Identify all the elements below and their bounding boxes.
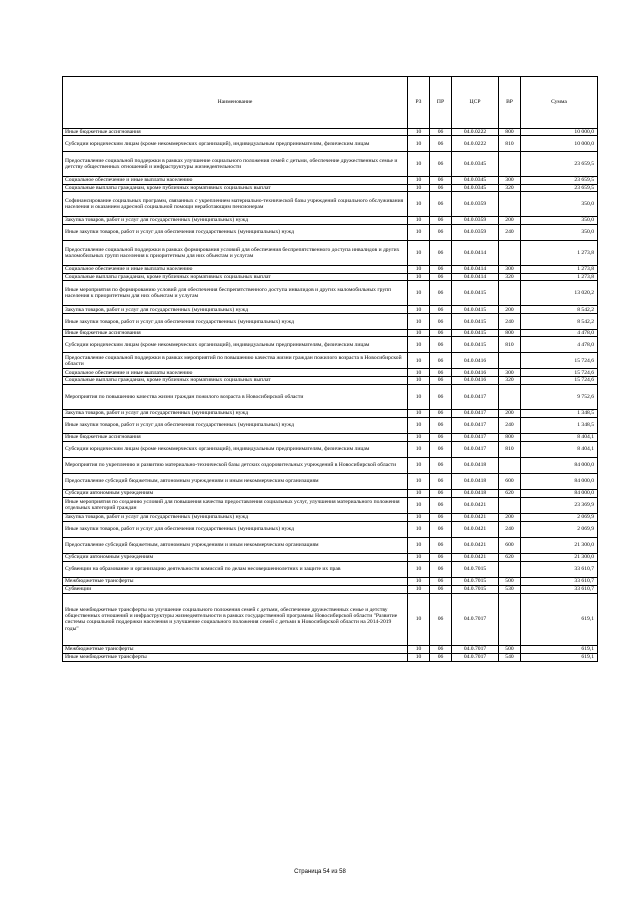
cell-name: Иные закупки товаров, работ и услуг для обеспечения государственных (муниципальных) нужд (63, 314, 408, 330)
header-rz: РЗ (408, 77, 430, 129)
cell-pr: 06 (430, 377, 452, 384)
cell-vr: 300 (499, 369, 521, 377)
table-row (63, 441, 598, 457)
cell-name: Иные закупки товаров, работ и услуг для обеспечения государственных (муниципальных) нужд (63, 521, 408, 537)
cell-pr: 06 (430, 265, 452, 273)
cell-vr: 240 (499, 521, 521, 537)
cell-sum: 15 724,6 (521, 353, 598, 369)
cell-csr: 04.0.7015 (452, 577, 499, 585)
cell-rz: 10 (408, 473, 430, 489)
cell-sum: 2 069,9 (521, 521, 598, 537)
cell-sum: 350,0 (521, 216, 598, 224)
cell-name: Субсидии юридическим лицам (кроме некоммерческих организаций), индивидуальным предпринимателям, физическим лицам (63, 337, 408, 353)
cell-rz: 10 (408, 314, 430, 330)
cell-name: Субсидии автономным учреждениям (63, 489, 408, 497)
cell-sum: 350,0 (521, 224, 598, 240)
cell-name: Предоставление субсидий бюджетным, автономным учреждениям и иным некоммерческим организациям (63, 537, 408, 553)
cell-pr: 06 (430, 441, 452, 457)
table-row (63, 409, 598, 417)
cell-pr: 06 (430, 136, 452, 152)
cell-sum: 21 300,0 (521, 537, 598, 553)
table-row (63, 330, 598, 337)
header-csr: ЦСР (452, 77, 499, 129)
cell-csr: 04.0.0417 (452, 441, 499, 457)
table-row (63, 129, 598, 136)
cell-rz: 10 (408, 521, 430, 537)
table-row (63, 593, 598, 645)
header-pr: ПР (430, 77, 452, 129)
cell-name: Предоставление социальной поддержки в рамках мероприятий по повышению качества жизни граждан пожилого возраста в Новосибирской области (63, 353, 408, 369)
cell-sum: 33 610,7 (521, 561, 598, 577)
table-row (63, 585, 598, 593)
cell-vr (499, 353, 521, 369)
cell-name: Субсидии юридическим лицам (кроме некоммерческих организаций), индивидуальным предпринимателям, физическим лицам (63, 136, 408, 152)
cell-rz: 10 (408, 561, 430, 577)
cell-csr: 04.0.0417 (452, 433, 499, 441)
cell-sum: 4 478,0 (521, 337, 598, 353)
cell-csr: 04.0.0345 (452, 152, 499, 177)
cell-rz: 10 (408, 441, 430, 457)
cell-rz: 10 (408, 129, 430, 136)
cell-sum: 1 273,8 (521, 273, 598, 280)
cell-sum: 10 000,0 (521, 136, 598, 152)
cell-pr: 06 (430, 513, 452, 521)
cell-sum: 23 659,5 (521, 177, 598, 184)
table-row (63, 521, 598, 537)
cell-name: Социальное обеспечение и иные выплаты населению (63, 177, 408, 184)
cell-pr: 06 (430, 129, 452, 136)
cell-csr: 04.0.0421 (452, 513, 499, 521)
cell-vr: 500 (499, 645, 521, 653)
budget-table (62, 76, 598, 662)
cell-vr: 800 (499, 330, 521, 337)
cell-csr: 04.0.0415 (452, 281, 499, 306)
table-row (63, 577, 598, 585)
cell-sum: 2 069,9 (521, 513, 598, 521)
cell-pr: 06 (430, 433, 452, 441)
cell-vr (499, 497, 521, 513)
cell-name: Социальные выплаты гражданам, кроме публичных нормативных социальных выплат (63, 184, 408, 191)
cell-sum: 84 000,0 (521, 473, 598, 489)
cell-name: Межбюджетные трансферты (63, 577, 408, 585)
cell-vr: 240 (499, 224, 521, 240)
cell-pr: 06 (430, 152, 452, 177)
cell-pr: 06 (430, 489, 452, 497)
cell-vr: 320 (499, 273, 521, 280)
cell-rz: 10 (408, 353, 430, 369)
cell-name: Предоставление социальной поддержки в рамках формирования условий для обеспечения беспрепятственного доступа инвалидов и других маломобильных групп населения к приоритетным для них объектам и услугам (63, 240, 408, 265)
cell-vr: 320 (499, 184, 521, 191)
cell-vr: 200 (499, 513, 521, 521)
cell-name: Иные межбюджетные трансферты на улучшение социального положения семей с детьми, обеспечение дружественных семье и детству общественных отношений и инфраструктуры жизнедеятельности в рамках государственной программы Новосибирской области "Развитие системы социальной поддержки населения и улучшение социального положения семей с детьми в Новосибирской области на 2014-2019 годы" (63, 593, 408, 645)
cell-pr: 06 (430, 409, 452, 417)
cell-rz: 10 (408, 177, 430, 184)
table-row (63, 384, 598, 409)
cell-csr: 04.0.0416 (452, 353, 499, 369)
cell-csr: 04.0.0415 (452, 330, 499, 337)
cell-vr: 800 (499, 129, 521, 136)
table-row (63, 417, 598, 433)
cell-vr: 300 (499, 177, 521, 184)
cell-rz: 10 (408, 409, 430, 417)
cell-pr: 06 (430, 537, 452, 553)
cell-pr: 06 (430, 384, 452, 409)
cell-sum: 1 273,8 (521, 265, 598, 273)
cell-name: Софинансирование социальных программ, связанных с укреплением материально-технической базы учреждений социального обслуживания населения и оказанием адресной социальной помощи неработающим пенсионерам (63, 191, 408, 216)
table-row (63, 433, 598, 441)
table-row (63, 337, 598, 353)
cell-sum: 8 404,1 (521, 441, 598, 457)
cell-pr: 06 (430, 521, 452, 537)
cell-rz: 10 (408, 240, 430, 265)
cell-sum: 4 478,0 (521, 330, 598, 337)
cell-pr: 06 (430, 184, 452, 191)
cell-rz: 10 (408, 273, 430, 280)
table-row (63, 240, 598, 265)
cell-pr: 06 (430, 561, 452, 577)
cell-sum: 23 369,9 (521, 497, 598, 513)
cell-vr: 200 (499, 306, 521, 314)
table-row (63, 497, 598, 513)
cell-pr: 06 (430, 191, 452, 216)
cell-name: Предоставление социальной поддержки в рамках улучшение социального положения семей с детьми, обеспечение дружественных семье и детству общественных отношений и инфраструктуры жизнедеятельности (63, 152, 408, 177)
cell-rz: 10 (408, 433, 430, 441)
cell-pr: 06 (430, 645, 452, 653)
table-row (63, 537, 598, 553)
cell-name: Социальное обеспечение и иные выплаты населению (63, 265, 408, 273)
table-row (63, 489, 598, 497)
header-sum: Сумма (521, 77, 598, 129)
cell-name: Мероприятия по укреплению и развитию материально-технической базы детских оздоровительных учреждений в Новосибирской области (63, 457, 408, 473)
cell-vr: 200 (499, 216, 521, 224)
cell-name: Иные бюджетные ассигнования (63, 433, 408, 441)
cell-pr: 06 (430, 273, 452, 280)
table-row (63, 553, 598, 561)
cell-rz: 10 (408, 306, 430, 314)
cell-pr: 06 (430, 553, 452, 561)
cell-csr: 04.0.0414 (452, 240, 499, 265)
cell-name: Мероприятия по повышению качества жизни граждан пожилого возраста в Новосибирской области (63, 384, 408, 409)
cell-name: Предоставление субсидий бюджетным, автономным учреждениям и иным некоммерческим организациям (63, 473, 408, 489)
cell-pr: 06 (430, 337, 452, 353)
cell-vr: 300 (499, 265, 521, 273)
cell-sum: 9 752,6 (521, 384, 598, 409)
cell-name: Иные закупки товаров, работ и услуг для обеспечения государственных (муниципальных) нужд (63, 417, 408, 433)
cell-pr: 06 (430, 216, 452, 224)
table-row (63, 513, 598, 521)
cell-sum: 84 000,0 (521, 489, 598, 497)
cell-rz: 10 (408, 224, 430, 240)
cell-name: Субсидии юридическим лицам (кроме некоммерческих организаций), индивидуальным предпринимателям, физическим лицам (63, 441, 408, 457)
cell-pr: 06 (430, 314, 452, 330)
cell-vr: 240 (499, 314, 521, 330)
cell-vr: 810 (499, 136, 521, 152)
cell-csr: 04.0.0359 (452, 224, 499, 240)
cell-rz: 10 (408, 191, 430, 216)
table-row (63, 353, 598, 369)
cell-sum: 84 000,0 (521, 457, 598, 473)
cell-rz: 10 (408, 216, 430, 224)
cell-sum: 23 659,5 (521, 184, 598, 191)
cell-rz: 10 (408, 281, 430, 306)
cell-csr: 04.0.0417 (452, 409, 499, 417)
cell-sum: 619,1 (521, 645, 598, 653)
cell-name: Субсидии автономным учреждениям (63, 553, 408, 561)
cell-pr: 06 (430, 240, 452, 265)
table-row (63, 653, 598, 661)
table-row (63, 281, 598, 306)
cell-sum: 8 404,1 (521, 433, 598, 441)
cell-rz: 10 (408, 593, 430, 645)
cell-rz: 10 (408, 585, 430, 593)
cell-csr: 04.0.0421 (452, 521, 499, 537)
cell-csr: 04.0.7017 (452, 593, 499, 645)
cell-csr: 04.0.0345 (452, 184, 499, 191)
cell-pr: 06 (430, 473, 452, 489)
table-row (63, 645, 598, 653)
cell-pr: 06 (430, 177, 452, 184)
cell-vr: 800 (499, 433, 521, 441)
table-row (63, 473, 598, 489)
table-row (63, 377, 598, 384)
table-row (63, 177, 598, 184)
cell-pr: 06 (430, 653, 452, 661)
cell-name: Иные бюджетные ассигнования (63, 330, 408, 337)
cell-vr: 540 (499, 653, 521, 661)
cell-pr: 06 (430, 369, 452, 377)
cell-rz: 10 (408, 369, 430, 377)
cell-pr: 06 (430, 497, 452, 513)
table-row (63, 457, 598, 473)
cell-rz: 10 (408, 513, 430, 521)
cell-sum: 21 300,0 (521, 553, 598, 561)
cell-vr: 600 (499, 537, 521, 553)
cell-name: Иные мероприятия по формированию условий для обеспечения беспрепятственного доступа инвалидов и других маломобильных групп населения к приоритетным для них объектам и услугам (63, 281, 408, 306)
cell-vr (499, 457, 521, 473)
cell-csr: 04.0.0421 (452, 553, 499, 561)
cell-sum: 33 610,7 (521, 585, 598, 593)
cell-csr: 04.0.7017 (452, 645, 499, 653)
table-row (63, 369, 598, 377)
cell-name: Межбюджетные трансферты (63, 645, 408, 653)
cell-rz: 10 (408, 645, 430, 653)
cell-csr: 04.0.0359 (452, 191, 499, 216)
cell-csr: 04.0.7015 (452, 585, 499, 593)
cell-csr: 04.0.0416 (452, 369, 499, 377)
cell-csr: 04.0.0421 (452, 537, 499, 553)
cell-sum: 350,0 (521, 191, 598, 216)
cell-csr: 04.0.7017 (452, 653, 499, 661)
cell-csr: 04.0.0421 (452, 497, 499, 513)
cell-pr: 06 (430, 353, 452, 369)
cell-vr (499, 561, 521, 577)
cell-sum: 619,1 (521, 653, 598, 661)
cell-pr: 06 (430, 281, 452, 306)
cell-csr: 04.0.0415 (452, 314, 499, 330)
cell-csr: 04.0.0418 (452, 473, 499, 489)
cell-csr: 04.0.0418 (452, 489, 499, 497)
cell-vr (499, 384, 521, 409)
cell-name: Иные бюджетные ассигнования (63, 129, 408, 136)
cell-vr: 620 (499, 553, 521, 561)
cell-csr: 04.0.0414 (452, 273, 499, 280)
cell-rz: 10 (408, 265, 430, 273)
cell-rz: 10 (408, 489, 430, 497)
cell-vr: 810 (499, 441, 521, 457)
cell-csr: 04.0.0414 (452, 265, 499, 273)
table-row (63, 224, 598, 240)
cell-sum: 15 724,6 (521, 369, 598, 377)
table-row (63, 184, 598, 191)
table-row (63, 136, 598, 152)
cell-pr: 06 (430, 457, 452, 473)
cell-rz: 10 (408, 577, 430, 585)
cell-name: Закупка товаров, работ и услуг для государственных (муниципальных) нужд (63, 513, 408, 521)
cell-pr: 06 (430, 593, 452, 645)
cell-rz: 10 (408, 457, 430, 473)
cell-sum: 15 724,6 (521, 377, 598, 384)
cell-rz: 10 (408, 553, 430, 561)
cell-name: Субвенции на образование и организацию деятельности комиссий по делам несовершеннолетних и защите их прав (63, 561, 408, 577)
cell-pr: 06 (430, 577, 452, 585)
cell-csr: 04.0.0415 (452, 306, 499, 314)
cell-sum: 1 348,5 (521, 417, 598, 433)
cell-csr: 04.0.0418 (452, 457, 499, 473)
page-footer: Страница 54 из 58 (294, 869, 346, 875)
cell-rz: 10 (408, 330, 430, 337)
cell-vr: 600 (499, 473, 521, 489)
cell-name: Закупка товаров, работ и услуг для государственных (муниципальных) нужд (63, 216, 408, 224)
cell-vr: 810 (499, 337, 521, 353)
table-row (63, 273, 598, 280)
cell-pr: 06 (430, 224, 452, 240)
cell-rz: 10 (408, 152, 430, 177)
cell-vr: 620 (499, 489, 521, 497)
table-row (63, 216, 598, 224)
header-vr: ВР (499, 77, 521, 129)
cell-sum: 1 273,8 (521, 240, 598, 265)
cell-name: Иные закупки товаров, работ и услуг для обеспечения государственных (муниципальных) нужд (63, 224, 408, 240)
cell-csr: 04.0.0222 (452, 129, 499, 136)
cell-rz: 10 (408, 184, 430, 191)
cell-name: Иные мероприятия по созданию условий для повышения качества предоставления социальных услуг, улучшения материального положения отдельных категорий граждан (63, 497, 408, 513)
header-name: Наименование (63, 77, 408, 129)
cell-vr: 530 (499, 585, 521, 593)
cell-rz: 10 (408, 136, 430, 152)
cell-sum: 8 542,2 (521, 314, 598, 330)
table-row (63, 265, 598, 273)
cell-vr: 200 (499, 409, 521, 417)
cell-vr (499, 281, 521, 306)
cell-rz: 10 (408, 537, 430, 553)
cell-pr: 06 (430, 306, 452, 314)
cell-sum: 619,1 (521, 593, 598, 645)
cell-vr (499, 152, 521, 177)
cell-vr (499, 240, 521, 265)
cell-rz: 10 (408, 377, 430, 384)
cell-name: Социальное обеспечение и иные выплаты населению (63, 369, 408, 377)
table-row (63, 561, 598, 577)
cell-sum: 8 542,2 (521, 306, 598, 314)
cell-sum: 13 020,2 (521, 281, 598, 306)
cell-name: Иные межбюджетные трансферты (63, 653, 408, 661)
cell-vr (499, 593, 521, 645)
table-row (63, 306, 598, 314)
cell-csr: 04.0.0415 (452, 337, 499, 353)
cell-rz: 10 (408, 384, 430, 409)
cell-vr: 240 (499, 417, 521, 433)
cell-name: Субвенции (63, 585, 408, 593)
cell-csr: 04.0.0359 (452, 216, 499, 224)
table-row (63, 314, 598, 330)
cell-pr: 06 (430, 417, 452, 433)
cell-sum: 33 610,7 (521, 577, 598, 585)
cell-name: Социальные выплаты гражданам, кроме публичных нормативных социальных выплат (63, 273, 408, 280)
cell-rz: 10 (408, 337, 430, 353)
cell-rz: 10 (408, 417, 430, 433)
cell-csr: 04.0.0345 (452, 177, 499, 184)
cell-vr: 500 (499, 577, 521, 585)
cell-name: Социальные выплаты гражданам, кроме публичных нормативных социальных выплат (63, 377, 408, 384)
table-row (63, 191, 598, 216)
cell-rz: 10 (408, 497, 430, 513)
cell-name: Закупка товаров, работ и услуг для государственных (муниципальных) нужд (63, 409, 408, 417)
cell-name: Закупка товаров, работ и услуг для государственных (муниципальных) нужд (63, 306, 408, 314)
cell-vr (499, 191, 521, 216)
cell-csr: 04.0.7015 (452, 561, 499, 577)
cell-csr: 04.0.0416 (452, 377, 499, 384)
cell-pr: 06 (430, 330, 452, 337)
table-row (63, 152, 598, 177)
cell-sum: 1 348,5 (521, 409, 598, 417)
cell-csr: 04.0.0417 (452, 417, 499, 433)
cell-rz: 10 (408, 653, 430, 661)
header-row (63, 77, 598, 129)
cell-csr: 04.0.0222 (452, 136, 499, 152)
cell-pr: 06 (430, 585, 452, 593)
cell-sum: 23 659,5 (521, 152, 598, 177)
cell-vr: 320 (499, 377, 521, 384)
cell-sum: 10 000,0 (521, 129, 598, 136)
cell-csr: 04.0.0417 (452, 384, 499, 409)
